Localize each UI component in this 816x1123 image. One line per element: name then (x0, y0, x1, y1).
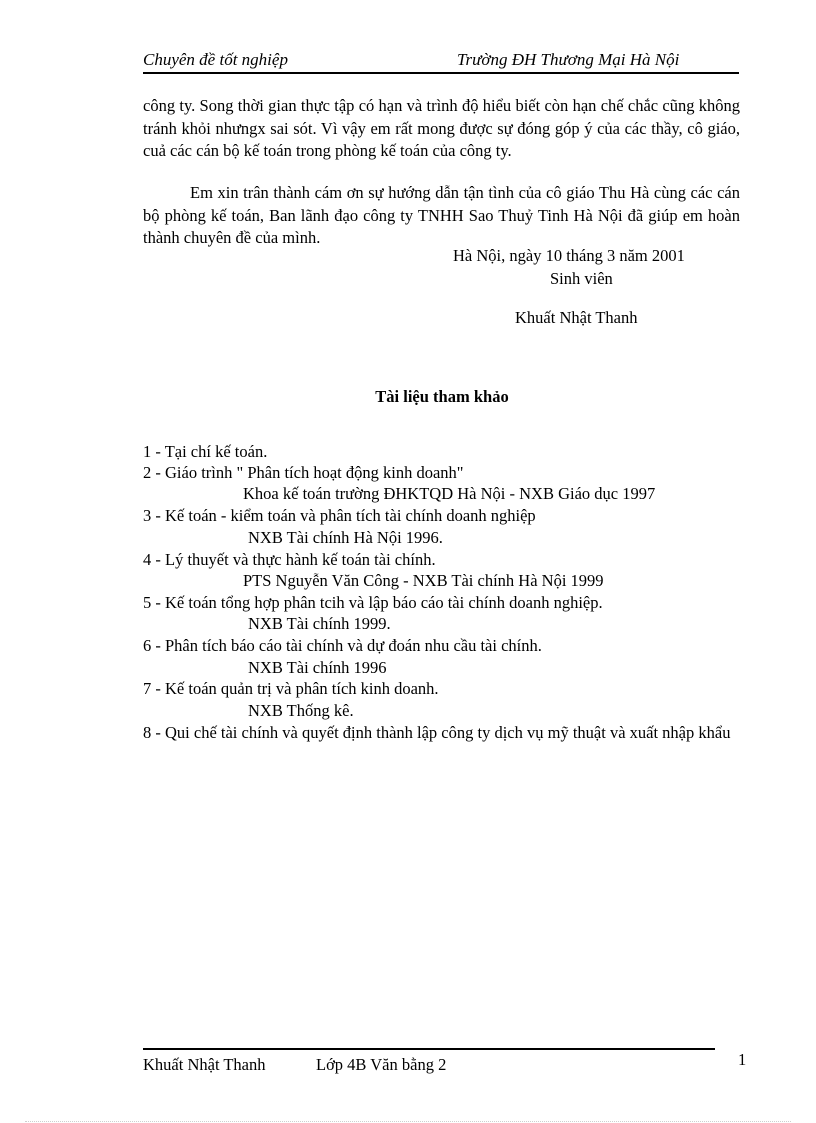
page-number: 1 (738, 1050, 747, 1069)
reference-item-3: 3 - Kế toán - kiểm toán và phân tích tài chính doanh nghiệp (143, 506, 536, 525)
reference-item-2-source: Khoa kế toán trường ĐHKTQD Hà Nội - NXB Giáo dục 1997 (243, 484, 656, 503)
reference-item-7: 7 - Kế toán quản trị và phân tích kinh doanh. (143, 679, 439, 698)
reference-item-4-source: PTS Nguyễn Văn Công - NXB Tài chính Hà Nội 1999 (243, 571, 604, 590)
body-paragraph-2: Em xin trân thành cám ơn sự hướng dẫn tận tình của cô giáo Thu Hà cùng các cán bộ phòng kế toán, Ban lãnh đạo công ty TNHH Sao Thuỷ Tinh Hà Nội đã giúp em hoàn thành chuyên đề của mình. (143, 183, 740, 248)
reference-item-7-source: NXB Thống kê. (248, 701, 354, 720)
date-line: Hà Nội, ngày 10 tháng 3 năm 2001 (453, 246, 685, 265)
page-header (143, 50, 739, 74)
reference-item-3-source: NXB Tài chính Hà Nội 1996. (248, 528, 443, 547)
page-edge-divider (25, 1121, 791, 1122)
footer-class: Lớp 4B Văn bằng 2 (316, 1055, 447, 1074)
reference-item-5-source: NXB Tài chính 1999. (248, 614, 391, 633)
reference-item-1: 1 - Tại chí kế toán. (143, 442, 268, 461)
header-title-left: Chuyên đề tốt nghiệp (143, 50, 288, 69)
reference-item-6: 6 - Phân tích báo cáo tài chính và dự đoán nhu cầu tài chính. (143, 636, 542, 655)
signer-name: Khuất Nhật Thanh (515, 308, 638, 327)
header-title-right: Trường ĐH Thương Mại Hà Nội (457, 50, 680, 69)
footer-rule (143, 1048, 715, 1050)
references-title: Tài liệu tham khảo (375, 387, 509, 406)
reference-item-8: 8 - Qui chế tài chính và quyết định thành lập công ty dịch vụ mỹ thuật và xuất nhập khẩu (143, 723, 731, 742)
reference-item-5: 5 - Kế toán tổng hợp phân tcih và lập báo cáo tài chính doanh nghiệp. (143, 593, 603, 612)
reference-item-6-source: NXB Tài chính 1996 (248, 658, 387, 677)
reference-item-2: 2 - Giáo trình " Phân tích hoạt động kinh doanh" (143, 463, 464, 482)
reference-item-4: 4 - Lý thuyết và thực hành kế toán tài chính. (143, 550, 436, 569)
footer-author: Khuất Nhật Thanh (143, 1055, 266, 1074)
body-paragraph-1: công ty. Song thời gian thực tập có hạn và trình độ hiểu biết còn hạn chế chắc cũng không tránh khỏi nhưngx sai sót. Vì vậy em rất mong được sự đóng góp ý của các thầy, cô giáo, cuả các cán bộ kế toán trong phòng kế toán của công ty. (143, 96, 740, 161)
role-line: Sinh viên (550, 269, 613, 288)
